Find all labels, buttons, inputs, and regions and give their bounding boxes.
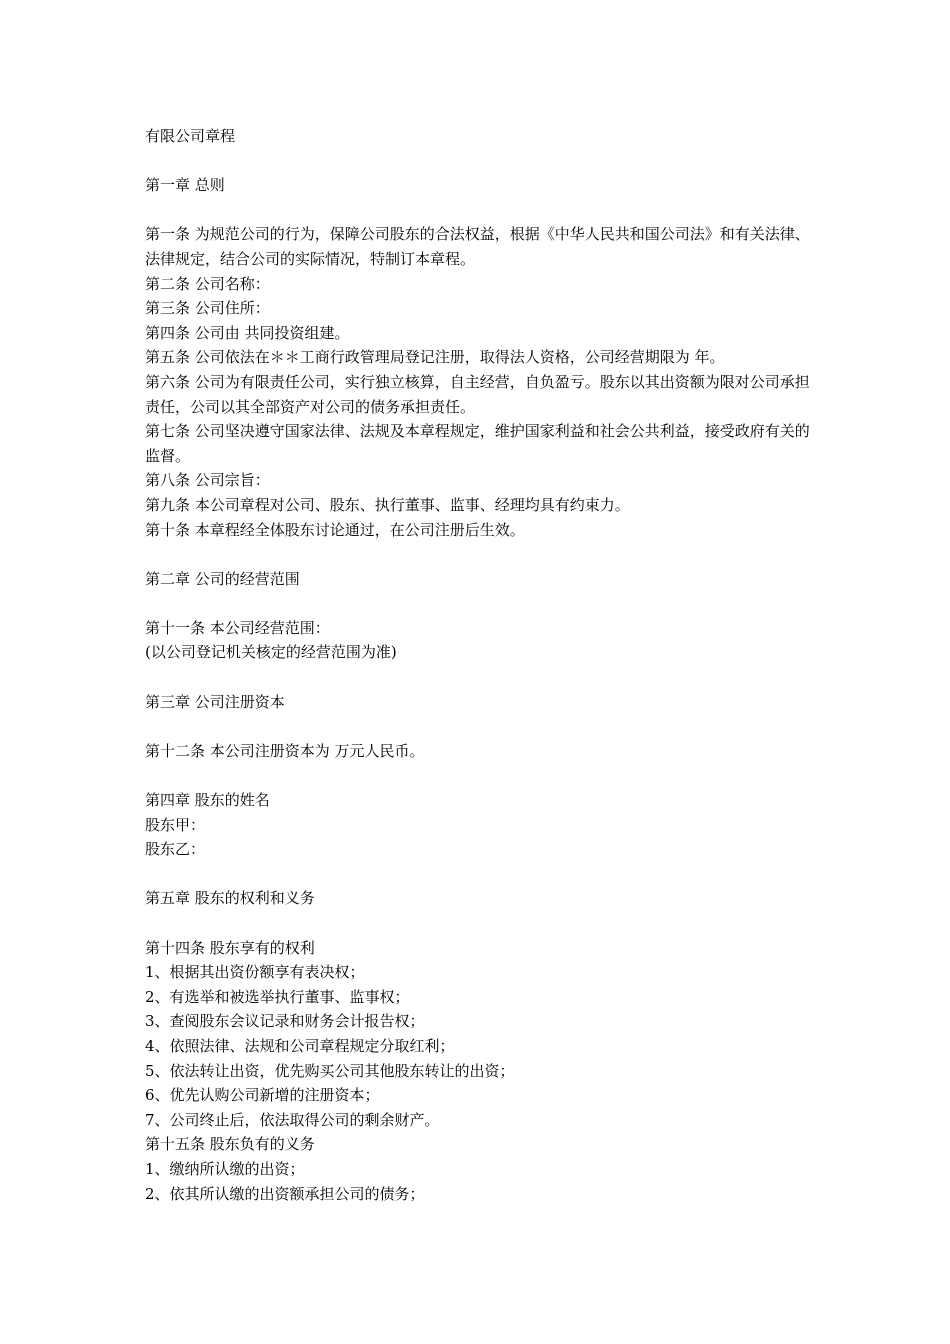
article-10: 第十条 本章程经全体股东讨论通过，在公司注册后生效。 [145, 520, 525, 539]
shareholder-b: 股东乙： [145, 840, 206, 859]
list-item: 3、查阅股东会议记录和财务会计报告权； [145, 1012, 425, 1031]
spacer [145, 862, 813, 887]
article-6: 第六条 公司为有限责任公司，实行独立核算，自主经营，自负盈亏。股东以其出资额为限对公司承担责任，公司以其全部资产对公司的债务承担责任。 [145, 372, 810, 416]
chapter-4-heading: 第四章 股东的姓名 [145, 791, 270, 810]
document-page [145, 124, 813, 1206]
list-item: 6、优先认购公司新增的注册资本； [145, 1086, 380, 1105]
article-15: 第十五条 股东负有的义务 [145, 1135, 315, 1154]
article-2: 第二条 公司名称： [145, 274, 270, 293]
list-item: 2、有选举和被选举执行董事、监事权； [145, 987, 410, 1006]
article-3: 第三条 公司住所： [145, 299, 270, 318]
spacer [145, 149, 813, 174]
spacer [145, 665, 813, 690]
chapter-2-heading: 第二章 公司的经营范围 [145, 569, 300, 588]
business-scope-note: (以公司登记机关核定的经营范围为准) [145, 643, 397, 662]
list-item: 1、缴纳所认缴的出资； [145, 1159, 305, 1178]
chapter-5-heading: 第五章 股东的权利和义务 [145, 889, 315, 908]
spacer [145, 763, 813, 788]
spacer [145, 542, 813, 567]
chapter-1-heading: 第一章 总则 [145, 176, 225, 195]
article-1: 第一条 为规范公司的行为，保障公司股东的合法权益，根据《中华人民共和国公司法》和有关法律、法律规定，结合公司的实际情况，特制订本章程。 [145, 225, 810, 268]
spacer [145, 591, 813, 616]
chapter-3-heading: 第三章 公司注册资本 [145, 692, 285, 711]
article-5: 第五条 公司依法在＊＊工商行政管理局登记注册，取得法人资格，公司经营期限为 年。 [145, 348, 725, 367]
document-title: 有限公司章程 [145, 127, 236, 145]
article-12: 第十二条 本公司注册资本为 万元人民币。 [145, 741, 425, 760]
list-item: 1、根据其出资份额享有表决权； [145, 963, 365, 982]
spacer [145, 714, 813, 739]
spacer [145, 911, 813, 936]
list-item: 7、公司终止后，依法取得公司的剩余财产。 [145, 1110, 440, 1129]
spacer [145, 198, 813, 223]
article-7: 第七条 公司坚决遵守国家法律、法规及本章程规定，维护国家利益和社会公共利益，接受政府有关的监督。 [145, 422, 810, 465]
list-item: 4、依照法律、法规和公司章程规定分取红利； [145, 1036, 455, 1055]
shareholder-a: 股东甲： [145, 815, 206, 834]
article-14: 第十四条 股东享有的权利 [145, 938, 315, 957]
article-9: 第九条 本公司章程对公司、股东、执行董事、监事、经理均具有约束力。 [145, 495, 630, 514]
article-8: 第八条 公司宗旨： [145, 471, 270, 490]
list-item: 2、依其所认缴的出资额承担公司的债务； [145, 1184, 425, 1203]
article-4: 第四条 公司由 共同投资组建。 [145, 323, 350, 342]
list-item: 5、依法转让出资，优先购买公司其他股东转让的出资； [145, 1061, 515, 1080]
article-11: 第十一条 本公司经营范围： [145, 618, 330, 637]
